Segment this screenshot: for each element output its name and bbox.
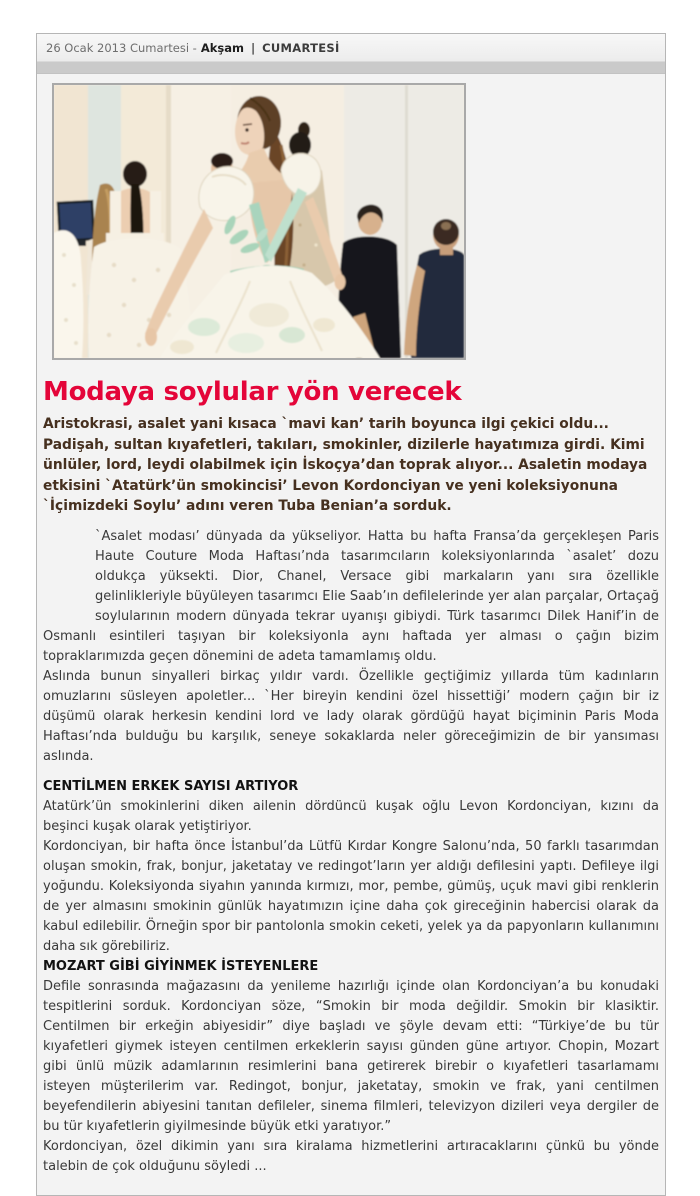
article-title: Modaya soylular yön verecek (43, 377, 462, 407)
article-body (41, 527, 661, 1177)
article-content (37, 74, 665, 1195)
article-intro: Aristokrasi, asalet yani kısaca `mavi kan’ tarih boyunca ilgi çekici oldu... Padişah, sultan kıyafetleri, takıları, smokinler, dizilerle hayatımıza girdi. Kimi ünlüler, lord, leydi olabilmek için İskoçya’dan toprak alıyor... Asaletin modaya etkisini `Atatürk’ün smokincisi’ Levon Kordonciyan ve yeni koleksiyonuna `İçimizdeki Soylu’ adını veren Tuba Benian’a sorduk. (43, 416, 648, 514)
header-date: 26 Ocak 2013 Cumartesi - (46, 40, 197, 55)
header-divider-strip (37, 62, 665, 74)
text-wrap-spacer (41, 527, 95, 627)
header-section-cumartesi[interactable]: CUMARTESİ (262, 40, 340, 55)
article-photo (52, 83, 466, 360)
paragraph-kordonciyan-defile: Kordonciyan, bir hafta önce İstanbul’da Lütfü Kırdar Kongre Salonu’nda, 50 farklı tasarımdan oluşan smokin, frak, bonjur, jaketatay ve redingot’ların yer aldığı defilesini yaptı. Defileye ilgi yoğundu. Koleksiyonda siyahın yanında kırmızı, mor, pembe, gümüş, uçuk mavi gibi renklerin de yer almasını smokinin günlük hayatımızın içine daha çok gireceğinin habercisi olarak da kabul edilebilir. Örneğin spor bir pantolonla smokin ceketi, yelek ya da papyonların kullanımını daha sık görebiliriz. (43, 838, 659, 954)
fashion-backstage-illustration (54, 85, 464, 358)
paragraph-defile-sonrasi: Defile sonrasında mağazasını da yenileme hazırlığı içinde olan Kordonciyan’a bu konudaki tespitlerini sorduk. Kordonciyan söze, “Smokin bir moda değildir. Smokin bir klasiktir. Centilmen bir erkeğin abiyesidir” diye başladı ve şöyle devam etti: “Türkiye’de bu tür kıyafetleri giymek isteyen centilmen erkeklerin sayısı günden güne artıyor. Chopin, Mozart gibi ünlü müzik adamlarının resimlerini bana getirerek birebir o kıyafetleri tasarlamamı isteyen müşterilerim var. Redingot, bonjur, jaketatay, smokin ve frak, yani centilmen beyefendilerin abiyesini tanıtan defileler, sinema filmleri, televizyon dizileri veya dergiler de bu tür kıyafetlerin giyilmesinde büyük etki yaratıyor.” (43, 978, 659, 1134)
paragraph-asalet-modasi: `Asalet modası’ dünyada da yükseliyor. Hatta bu hafta Fransa’da gerçekleşen Paris Haute Couture Moda Haftası’nda tasarımcıların koleksiyonlarında `asalet’ dozu oldukça yüksekti. Dior, Chanel, Versace gibi markaların yanı sıra özellikle gelinlikleriyle büyüleyen tasarımcı Elie Saab’ın defilelerinde yer alan parçalar, Ortaçağ soylularının modern dünyada tekrar uyanışı gibiydi. Türk tasarımcı Dilek Hanif’in de Osmanlı esintileri taşıyan bir koleksiyonla aynı haftada yer alması o çağın bizim topraklarımızda geçen dönemini de adeta tamamlamış oldu. (43, 528, 659, 664)
site-header (37, 34, 665, 62)
subhead-centilmen-erkek: CENTİLMEN ERKEK SAYISI ARTIYOR (43, 778, 299, 794)
gown-far-left (54, 230, 83, 358)
article-page (36, 33, 666, 1196)
paragraph-kiralama-hizmeti: Kordonciyan, özel dikimin yanı sıra kiralama hizmetlerini artıracaklarını çünkü bu yönde talebin de çok olduğunu söyledi ... (43, 1138, 659, 1174)
paragraph-ataturk-smokin: Atatürk’ün smokinlerini diken ailenin dördüncü kuşak oğlu Levon Kordonciyan, kızını da beşinci kuşak olarak yetiştiriyor. (43, 798, 659, 834)
header-pipe-separator: | (250, 40, 256, 55)
paragraph-aslinda-sinyaller: Aslında bunun sinyalleri birkaç yıldır vardı. Özellikle geçtiğimiz yıllarda tüm kadınların omuzlarını süsleyen apoletler... `Her bireyin kendini özel hissettiği’ modern çağın bir iz düşümü olarak herkesin kendini lord ve lady olarak gördüğü hayat biçiminin Paris Moda Haftası’nda bulduğu bu karşılık, seneye sokaklarda neler göreceğimizin de bir yansıması aslında. (43, 668, 659, 764)
header-brand-aksam[interactable]: Akşam (200, 40, 244, 55)
subhead-mozart-giyinmek: MOZART GİBİ GİYİNMEK İSTEYENLERE (43, 958, 319, 974)
